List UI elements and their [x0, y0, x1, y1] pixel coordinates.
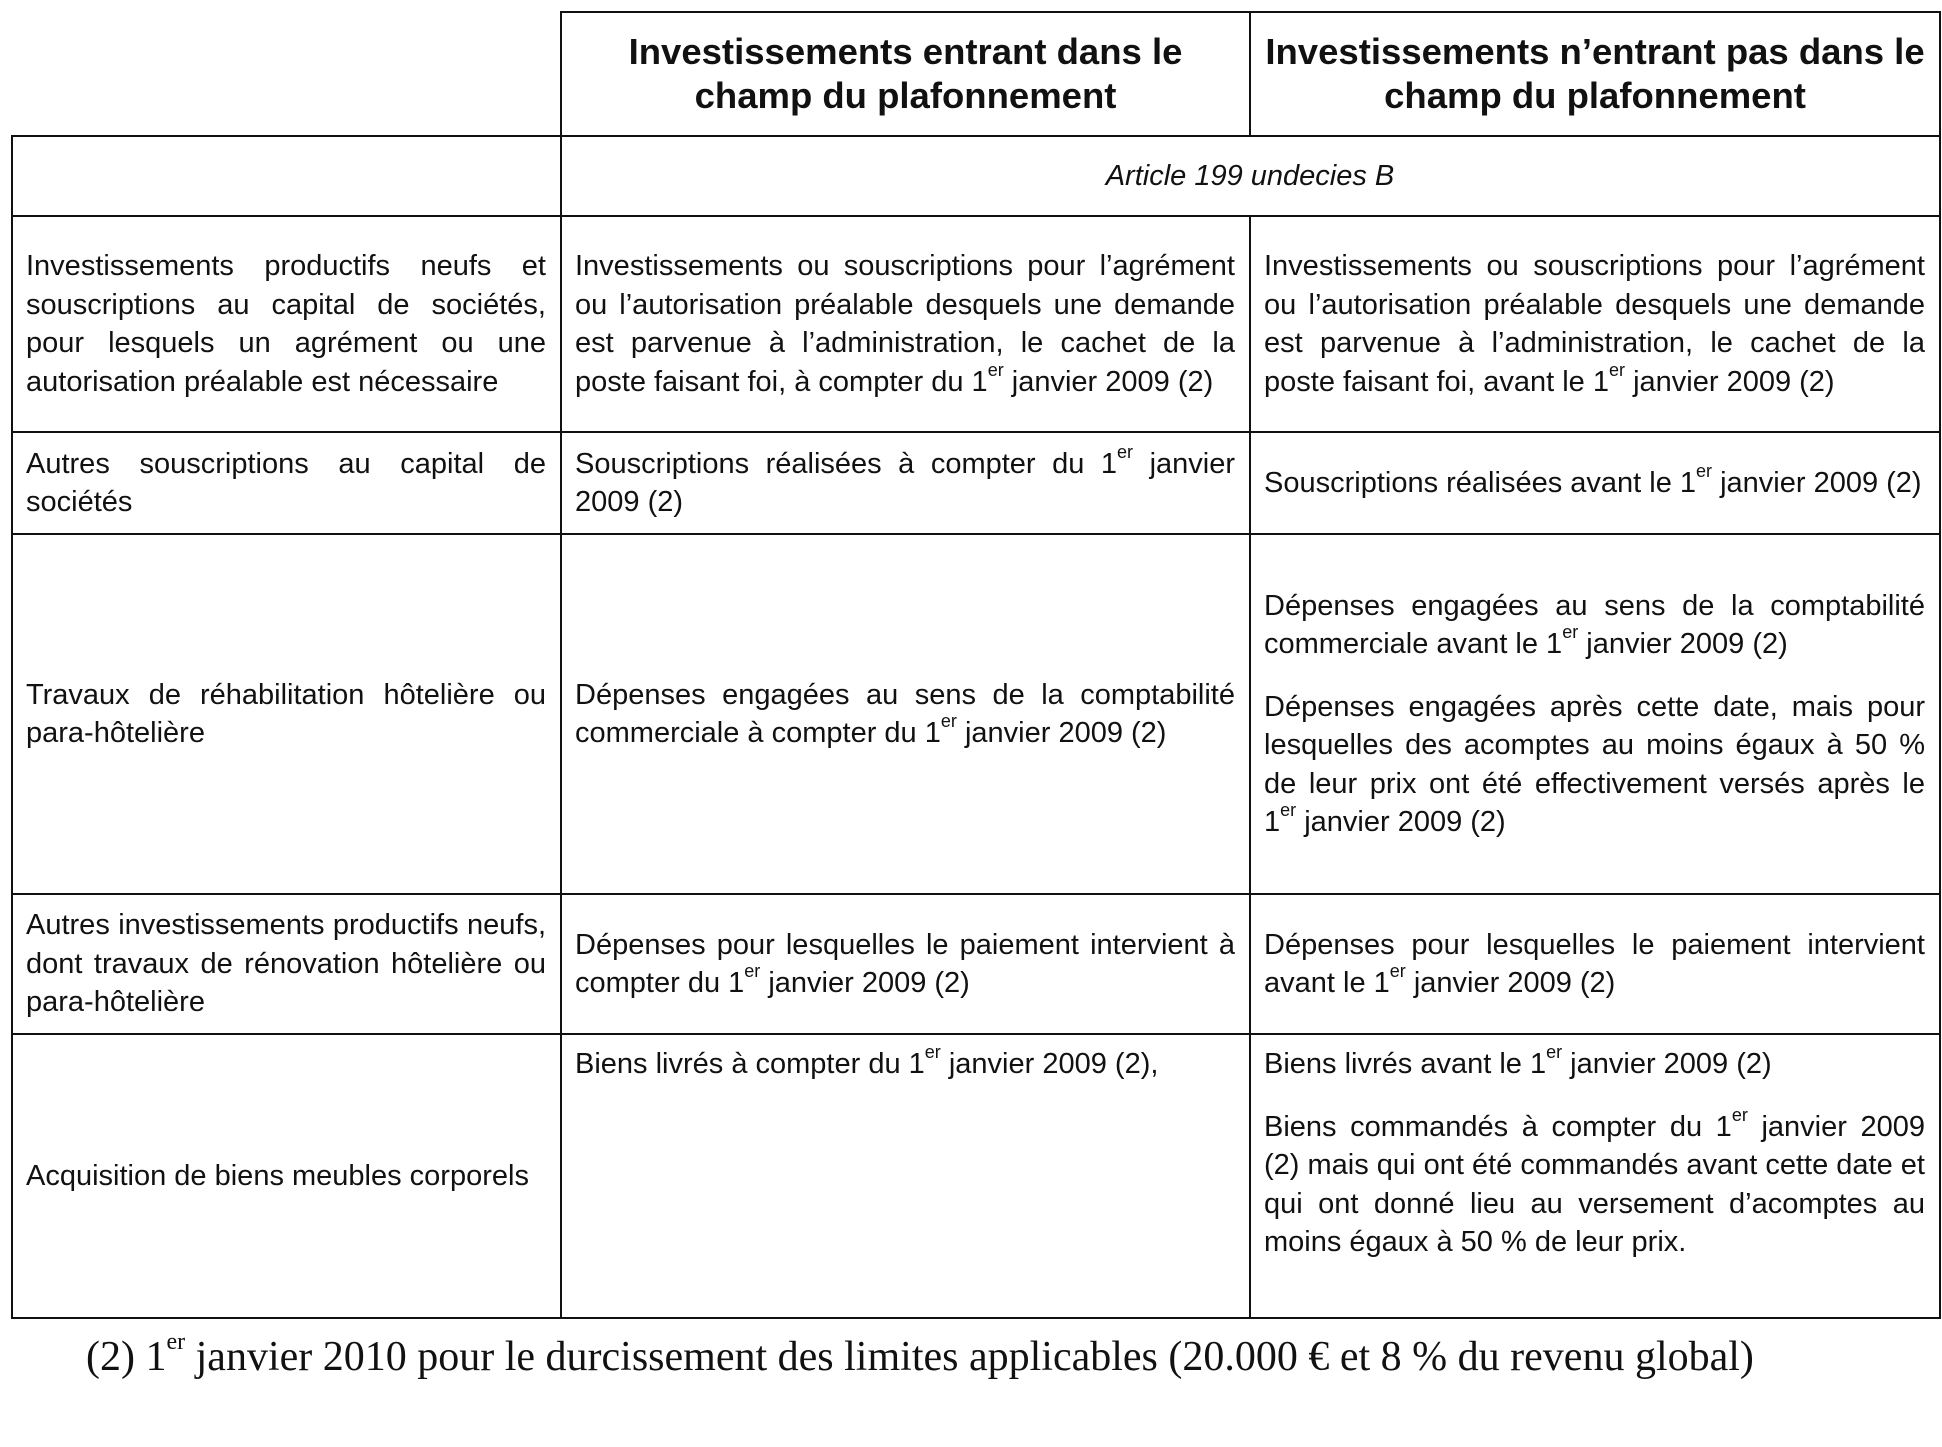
- cell-paragraph: [1264, 587, 1925, 664]
- row-label: Acquisition de biens meubles corporels: [12, 1034, 561, 1318]
- plafonnement-table: [11, 11, 1941, 1319]
- cell-text: Biens livrés à compter du 1: [575, 1048, 925, 1080]
- cell-text: Souscriptions réalisées avant le 1: [1264, 466, 1697, 499]
- cell-in: [561, 894, 1250, 1034]
- cell-text: Dépenses engagées au sens de la comptabilité commerciale avant le 1: [1264, 589, 1925, 660]
- superscript-er: er: [924, 1042, 941, 1063]
- cell-text: janvier 2009 (2): [1413, 967, 1616, 999]
- cell-text: Biens livrés avant le 1: [1264, 1048, 1547, 1080]
- superscript-er: er: [987, 359, 1004, 380]
- cell-out: [1250, 894, 1940, 1034]
- cell-out: [1250, 1034, 1940, 1318]
- cell-paragraph: [1264, 1042, 1925, 1084]
- superscript-er: er: [1562, 622, 1579, 643]
- cell-text: janvier 2009 (2) mais qui ont été commandés avant cette date et qui ont donné lieu au versement d’acomptes au moins égaux à 50 % de leur prix.: [1264, 1110, 1925, 1258]
- superscript-er: er: [1546, 1042, 1563, 1063]
- cell-text: janvier 2009 (2): [1570, 1048, 1772, 1080]
- table-row: [12, 894, 1940, 1034]
- cell-text: janvier 2009 (2): [768, 967, 970, 999]
- row-label: Travaux de réhabilitation hôtelière ou para-hôtelière: [12, 534, 561, 894]
- cell-text: janvier 2009 (2): [1720, 466, 1922, 499]
- cell-text: janvier 2009 (2): [1633, 365, 1835, 398]
- footnote: [86, 1327, 1928, 1387]
- cell-text: janvier 2009 (2): [1586, 628, 1788, 660]
- superscript-er: er: [940, 711, 957, 732]
- cell-text: Dépenses engagées au sens de la comptabilité commerciale à compter du 1: [575, 678, 1235, 749]
- superscript-er: er: [1117, 441, 1134, 462]
- table-row: [12, 1034, 1940, 1318]
- cell-in: [561, 432, 1250, 534]
- cell-text: Dépenses pour lesquelles le paiement intervient à compter du 1: [575, 928, 1235, 999]
- row-label: Investissements productifs neufs et souscriptions au capital de sociétés, pour lesquels un agrément ou une autorisation préalable est nécessaire: [12, 216, 561, 432]
- superscript-er: er: [1609, 359, 1626, 380]
- cell-text: Souscriptions réalisées à compter du 1: [575, 447, 1118, 480]
- header-col-out: Investissements n’entrant pas dans le champ du plafonnement: [1250, 12, 1940, 136]
- cell-out: [1250, 216, 1940, 432]
- table-row: [12, 216, 1940, 432]
- cell-text: Investissements ou souscriptions pour l’agrément ou l’autorisation préalable desquels une demande est parvenue à l’administration, le cachet de la poste faisant foi, à compter du 1: [575, 250, 1235, 398]
- cell-in: [561, 1034, 1250, 1318]
- footnote-superscript: er: [166, 1329, 186, 1355]
- superscript-er: er: [744, 961, 761, 982]
- superscript-er: er: [1280, 800, 1297, 821]
- cell-out: [1250, 432, 1940, 534]
- footnote-text: janvier 2010 pour le durcissement des limites applicables (20.000 € et 8 % du revenu global): [195, 1334, 1754, 1380]
- cell-text: janvier 2009 (2),: [948, 1048, 1159, 1080]
- article-title: Article 199 undecies B: [561, 136, 1940, 216]
- article-row: [12, 136, 1940, 216]
- superscript-er: er: [1696, 461, 1713, 482]
- row-label: Autres investissements productifs neufs, dont travaux de rénovation hôtelière ou para-hôtelière: [12, 894, 561, 1034]
- article-blank-cell: [12, 136, 561, 216]
- table-row: [12, 534, 1940, 894]
- superscript-er: er: [1731, 1104, 1748, 1125]
- cell-text: janvier 2009 (2): [1304, 806, 1506, 838]
- cell-text: Dépenses pour lesquelles le paiement intervient avant le 1: [1264, 928, 1925, 999]
- header-col-in: Investissements entrant dans le champ du plafonnement: [561, 12, 1250, 136]
- cell-paragraph: [1264, 688, 1925, 842]
- cell-text: janvier 2009 (2): [575, 447, 1235, 518]
- cell-text: janvier 2009 (2): [1011, 365, 1214, 398]
- row-label: Autres souscriptions au capital de sociétés: [12, 432, 561, 534]
- header-blank-cell: [12, 12, 561, 136]
- header-row: [12, 12, 1940, 136]
- cell-paragraph: [1264, 1104, 1925, 1262]
- cell-out: [1250, 534, 1940, 894]
- cell-in: [561, 216, 1250, 432]
- superscript-er: er: [1389, 961, 1406, 982]
- cell-text: Investissements ou souscriptions pour l’agrément ou l’autorisation préalable desquels une demande est parvenue à l’administration, le cachet de la poste faisant foi, avant le 1: [1264, 250, 1925, 398]
- footnote-prefix: (2) 1: [86, 1334, 167, 1380]
- cell-text: Biens commandés à compter du 1: [1264, 1110, 1732, 1143]
- cell-text: janvier 2009 (2): [964, 717, 1167, 749]
- cell-text: Dépenses engagées après cette date, mais pour lesquelles des acomptes au moins égaux à 50 % de leur prix ont été effectivement versés après le 1: [1264, 690, 1925, 838]
- table-row: [12, 432, 1940, 534]
- cell-in: [561, 534, 1250, 894]
